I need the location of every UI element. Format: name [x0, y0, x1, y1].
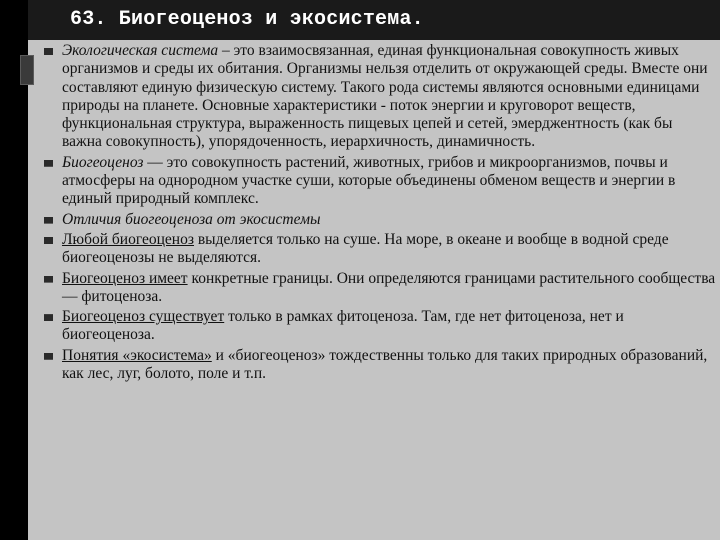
list-item — [40, 231, 716, 268]
bullet-icon — [44, 314, 53, 321]
item-term: Экологическая система — [62, 42, 219, 59]
item-text: только в рамках фитоценоза. Там, где нет фитоценоза, нет и биогеоценоза. — [62, 308, 624, 344]
list-item — [40, 211, 716, 229]
item-text: и «биогеоценоз» тождественны только для таких природных образований, как лес, луг, болото, поле и т.п. — [62, 346, 708, 383]
bullet-icon — [44, 276, 53, 283]
list-item — [40, 308, 716, 345]
slide-title: 63. Биогеоценоз и экосистема. — [70, 8, 424, 31]
bullet-icon — [44, 237, 53, 244]
item-text: выделяется только на суше. На море, в океане и вообще в водной среде биогеоценозы не выделяются. — [62, 230, 669, 267]
item-term: Отличия биогеоценоза от экосистемы — [62, 210, 321, 228]
item-text: конкретные границы. Они определяются границами растительного сообщества — фитоценоза. — [62, 269, 716, 305]
decorative-block — [20, 55, 34, 85]
item-text: — это совокупность растений, животных, грибов и микроорганизмов, почвы и атмосферы на однородном участке суши, которые объединены обменом веществ и энергии в единый природный комплекс. — [62, 153, 676, 208]
list-item — [40, 347, 716, 384]
list-item — [40, 154, 716, 209]
list-item — [40, 270, 716, 307]
bullet-icon — [44, 353, 53, 360]
item-term: Понятия «экосистема» — [62, 346, 212, 364]
item-term: Любой биогеоценоз — [62, 230, 194, 248]
item-term: Биогеоценоз имеет — [62, 269, 188, 287]
list-item — [40, 42, 716, 152]
slide-content — [40, 42, 716, 385]
bullet-icon — [44, 48, 53, 55]
bullet-list — [40, 42, 716, 383]
item-term: Биогеоценоз существует — [62, 308, 225, 326]
bullet-icon — [44, 217, 53, 224]
item-text: – это взаимосвязанная, единая функциональная совокупность живых организмов и среды их обитания. Организмы нельзя отделить от окружающей среды. Вместе они составляют единую физическую систему. Такого рода системы являются основными единицами природы на планете. Основные характеристики - поток энергии и круговорот веществ, функциональная структура, выраженность пищевых цепей и сетей, эмерджентность (как бы важна совокупность), упорядоченность, иерархичность, динамичность. — [62, 42, 708, 151]
item-term: Биогеоценоз — [62, 153, 144, 171]
bullet-icon — [44, 160, 53, 167]
